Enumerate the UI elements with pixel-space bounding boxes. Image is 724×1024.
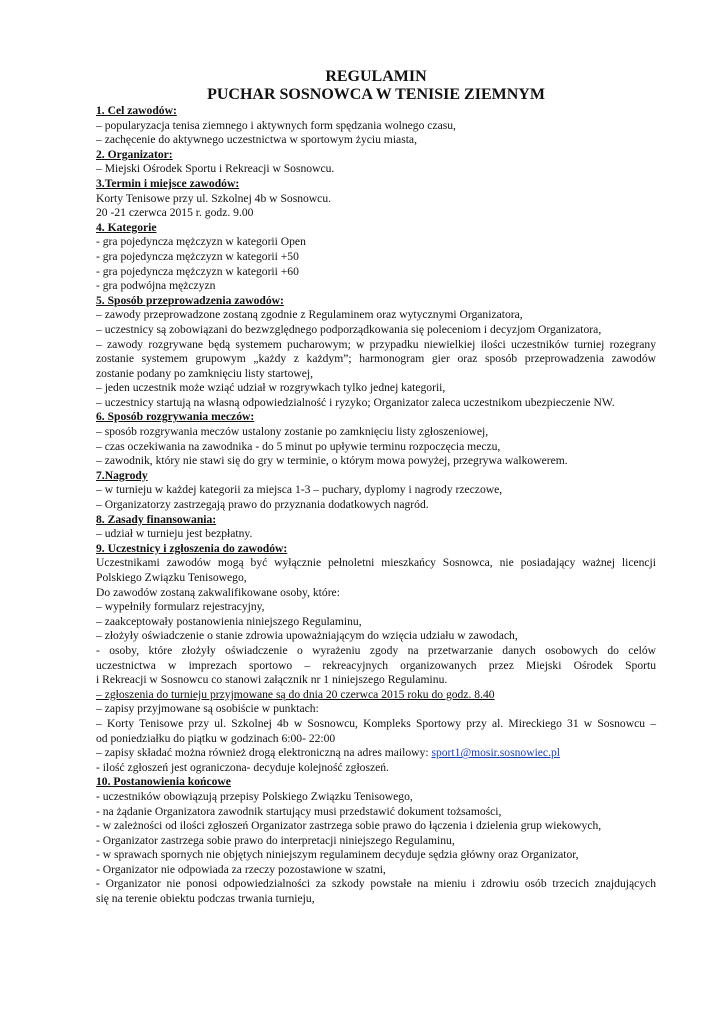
section-4-line: - gra pojedyncza mężczyzn w kategorii +50 <box>96 249 299 263</box>
section-5-line: – jeden uczestnik może wziąć udział w rozgrywkach tylko jednej kategorii, <box>96 381 446 395</box>
section-2-heading: 2. Organizator: <box>96 147 173 161</box>
section-4-heading: 4. Kategorie <box>96 220 157 234</box>
section-6-heading: 6. Sposób rozgrywania meczów: <box>96 410 255 424</box>
section-10-line: - w sprawach spornych nie objętych niniejszym regulaminem decyduje sędzia główny oraz Organizator, <box>96 848 579 862</box>
section-8-heading: 8. Zasady finansowania: <box>96 512 217 526</box>
section-10-line: - Organizator zastrzega sobie prawo do interpretacji niniejszego Regulaminu, <box>96 833 455 847</box>
section-9-line: – wypełniły formularz rejestracyjny, <box>96 600 265 614</box>
section-9-line: Do zawodów zostaną zakwalifikowane osoby, które: <box>96 585 340 599</box>
email-link[interactable]: sport1@mosir.sosnowiec.pl <box>431 746 560 760</box>
section-5-line: – zawody rozgrywane będą systemem pucharowym; w przypadku niewielkiej ilości uczestników turniej rozegrany <box>96 337 656 351</box>
section-4-line: - gra pojedyncza mężczyzn w kategorii +60 <box>96 264 299 278</box>
section-7-heading: 7.Nagrody <box>96 468 148 482</box>
section-3-heading: 3.Termin i miejsce zawodów: <box>96 176 240 190</box>
section-4-line: - gra pojedyncza mężczyzn w kategorii Open <box>96 235 306 249</box>
section-5-line: zostanie systemem grupowym „każdy z każdym”; harmonogram gier oraz sposób przeprowadzenia zawodów <box>96 352 656 366</box>
section-9-line: od poniedziałku do piątku w godzinach 6:00- 22:00 <box>96 731 336 745</box>
section-5-line: – zawody przeprowadzone zostaną zgodnie z Regulaminem oraz wytycznymi Organizatora, <box>96 308 523 322</box>
section-10-line: się na terenie obiektu podczas trwania turnieju, <box>96 892 315 906</box>
section-10-line: - w zależności od ilości zgłoszeń Organizator zastrzega sobie prawo do łączenia i dzielenia grup wiekowych, <box>96 819 602 833</box>
section-7-line: – w turnieju w każdej kategorii za miejsca 1-3 – puchary, dyplomy i nagrody rzeczowe, <box>96 483 503 497</box>
registration-deadline: – zgłoszenia do turnieju przyjmowane są do dnia 20 czerwca 2015 roku do godz. 8.40 <box>96 687 495 701</box>
section-3-line: Korty Tenisowe przy ul. Szkolnej 4b w Sosnowcu. <box>96 191 332 205</box>
section-7-line: – Organizatorzy zastrzegają prawo do przyznania dodatkowych nagród. <box>96 498 429 512</box>
email-prefix: – zapisy składać można również drogą elektroniczną na adres mailowy: <box>96 746 432 760</box>
section-9-line: – zapisy przyjmowane są osobiście w punktach: <box>96 702 319 716</box>
section-10-line: - uczestników obowiązują przepisy Polskiego Związku Tenisowego, <box>96 789 413 803</box>
section-2-line: – Miejski Ośrodek Sportu i Rekreacji w Sosnowcu. <box>96 162 335 176</box>
section-1-line: – popularyzacja tenisa ziemnego i aktywnych form spędzania wolnego czasu, <box>96 118 456 132</box>
section-4-line: - gra podwójna mężczyzn <box>96 279 216 293</box>
section-5-heading: 5. Sposób przeprowadzenia zawodów: <box>96 293 284 307</box>
section-9-line: – zaakceptowały postanowienia niniejszego Regulaminu, <box>96 614 362 628</box>
section-9-line: - osoby, które złożyły oświadczenie o wyrażeniu zgody na przetwarzanie danych osobowych do celów <box>96 643 656 657</box>
section-1-line: – zachęcenie do aktywnego uczestnictwa w sportowym życiu miasta, <box>96 133 417 147</box>
title-line-2: PUCHAR SOSNOWCA W TENISIE ZIEMNYM <box>207 86 545 103</box>
section-9-line: – złożyły oświadczenie o stanie zdrowia upoważniającym do wzięcia udziału w zawodach, <box>96 629 518 643</box>
section-10-line: - Organizator nie odpowiada za rzeczy pozostawione w szatni, <box>96 862 386 876</box>
section-8-line: – udział w turnieju jest bezpłatny. <box>96 527 253 541</box>
section-1-heading: 1. Cel zawodów: <box>96 104 177 117</box>
section-3-line: 20 -21 czerwca 2015 r. godz. 9.00 <box>96 206 254 220</box>
section-10-line: - na żądanie Organizatora zawodnik startujący musi przedstawić dokument tożsamości, <box>96 804 502 818</box>
section-9-heading: 9. Uczestnicy i zgłoszenia do zawodów: <box>96 541 288 555</box>
section-9-line: Uczestnikami zawodów mogą być wyłącznie pełnoletni mieszkańcy Sosnowca, nie posiadający ważnej licencji <box>96 556 656 570</box>
section-9-line: i Rekreacji w Sosnowcu co stanowi załącznik nr 1 niniejszego Regulaminu. <box>96 673 448 687</box>
section-6-line: – zawodnik, który nie stawi się do gry w terminie, o którym mowa powyżej, przegrywa walkowerem. <box>96 454 568 468</box>
section-5-line: zostanie podany po zamknięciu listy startowej, <box>96 366 314 380</box>
section-6-line: – sposób rozgrywania meczów ustalony zostanie po zamknięciu listy zgłoszeniowej, <box>96 425 489 439</box>
section-9-line: uczestnictwa w imprezach sportowo – rekreacyjnych organizowanych przez Miejski Ośrodek Sportu <box>96 658 656 672</box>
section-5-line: – uczestnicy są zobowiązani do bezwzględnego podporządkowania się poleceniom i decyzjom Organizatora, <box>96 322 602 336</box>
email-line <box>96 746 656 761</box>
title-line-1: REGULAMIN <box>325 68 427 85</box>
section-10-heading: 10. Postanowienia końcowe <box>96 775 231 789</box>
section-9-line: – Korty Tenisowe przy ul. Szkolnej 4b w Sosnowcu, Kompleks Sportowy przy al. Mireckiego 31 w Sosnowcu – <box>96 716 656 730</box>
section-9-line: Polskiego Związku Tenisowego, <box>96 571 247 584</box>
section-9-line: - ilość zgłoszeń jest ograniczona- decyduje kolejność zgłoszeń. <box>96 760 389 774</box>
section-6-line: – czas oczekiwania na zawodnika - do 5 minut po upływie terminu rozpoczęcia meczu, <box>96 439 501 453</box>
document-body <box>96 68 656 907</box>
section-10-line: - Organizator nie ponosi odpowiedzialności za szkody powstałe na mieniu i zdrowiu osób trzecich znajdujących <box>96 877 656 891</box>
section-5-line: – uczestnicy startują na własną odpowiedzialność i ryzyko; Organizator zaleca uczestnikom ubezpieczenie NW. <box>96 395 615 409</box>
